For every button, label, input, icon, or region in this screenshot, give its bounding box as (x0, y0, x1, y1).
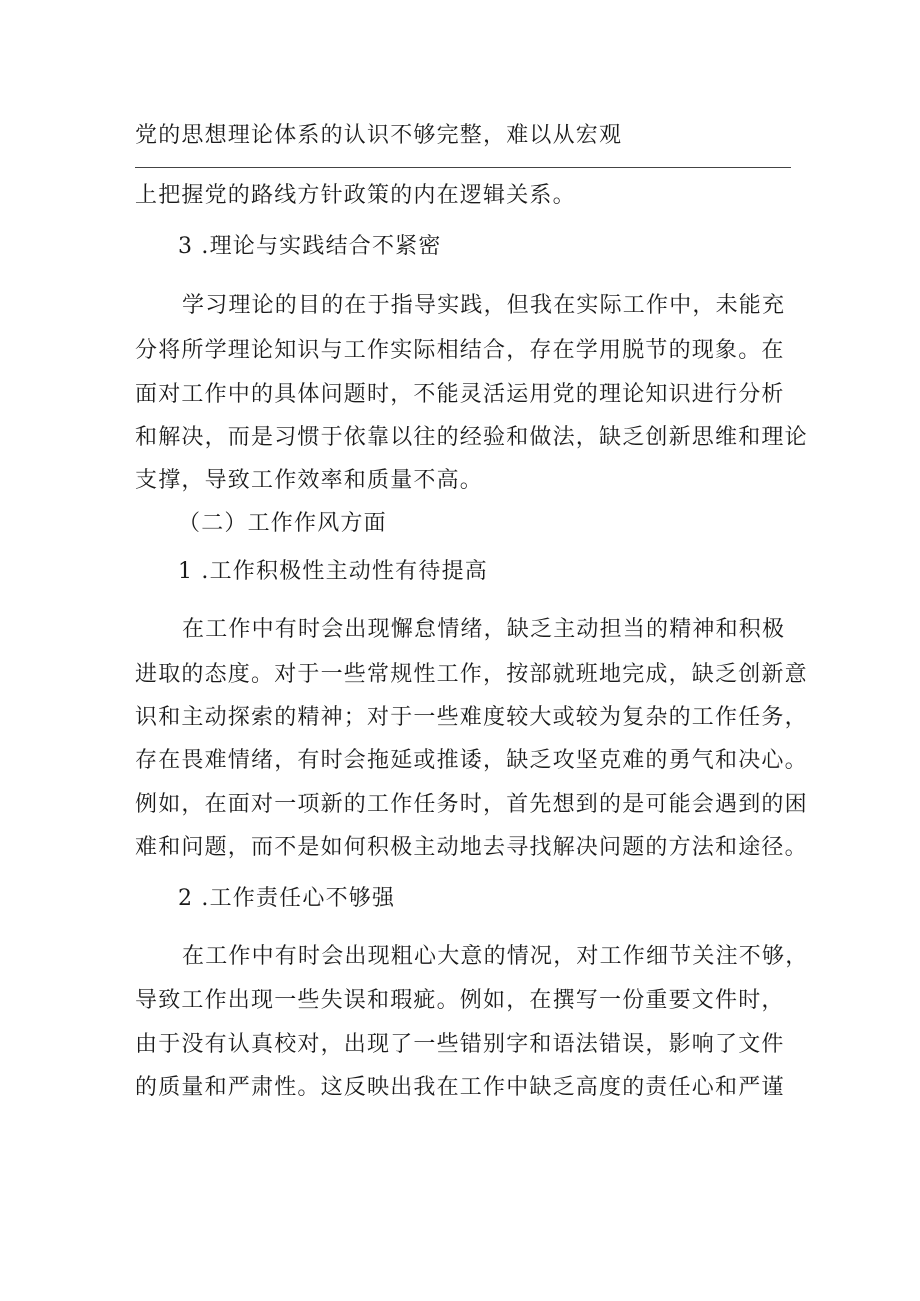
text-line: 在工作中有时会出现粗心大意的情况，对工作细节关注不够， (182, 944, 809, 969)
section-heading: 3 .理论与实践结合不紧密 (178, 234, 442, 259)
section-heading: （二）工作作风方面 (178, 511, 387, 536)
text-line: 面对工作中的具体问题时，不能灵活运用党的理论知识进行分析 (135, 382, 785, 407)
text-line: 的质量和严肃性。这反映出我在工作中缺乏高度的责任心和严谨 (135, 1075, 785, 1100)
text-line: 分将所学理论知识与工作实际相结合，存在学用脱节的现象。在 (135, 338, 785, 363)
text-line: 识和主动探索的精神；对于一些难度较大或较为复杂的工作任务， (135, 705, 808, 730)
text-line: 例如，在面对一项新的工作任务时，首先想到的是可能会遇到的困 (135, 792, 808, 817)
text-line: 在工作中有时会出现懈怠情绪，缺乏主动担当的精神和积极 (182, 617, 786, 642)
text-line: 存在畏难情绪，有时会拖延或推诿，缺乏攻坚克难的勇气和决心。 (135, 748, 808, 773)
text-line: 进取的态度。对于一些常规性工作，按部就班地完成，缺乏创新意 (135, 662, 808, 687)
divider-line (135, 167, 791, 168)
text-line: 难和问题，而不是如何积极主动地去寻找解决问题的方法和途径。 (135, 835, 808, 860)
subsection-heading: 1 .工作积极性主动性有待提高 (178, 559, 488, 584)
text-line: 上把握党的路线方针政策的内在逻辑关系。 (135, 183, 576, 208)
text-line: 由于没有认真校对，出现了一些错别字和语法错误，影响了文件 (135, 1032, 785, 1057)
text-line: 和解决，而是习惯于依靠以往的经验和做法，缺乏创新思维和理论 (135, 425, 808, 450)
text-line: 导致工作出现一些失误和瑕疵。例如，在撰写一份重要文件时， (135, 988, 785, 1013)
text-line: 党的思想理论体系的认识不够完整，难以从宏观 (135, 123, 623, 148)
subsection-heading: 2 .工作责任心不够强 (178, 886, 396, 911)
text-line: 学习理论的目的在于指导实践，但我在实际工作中，未能充 (182, 293, 786, 318)
text-line: 支撑，导致工作效率和质量不高。 (135, 468, 484, 493)
